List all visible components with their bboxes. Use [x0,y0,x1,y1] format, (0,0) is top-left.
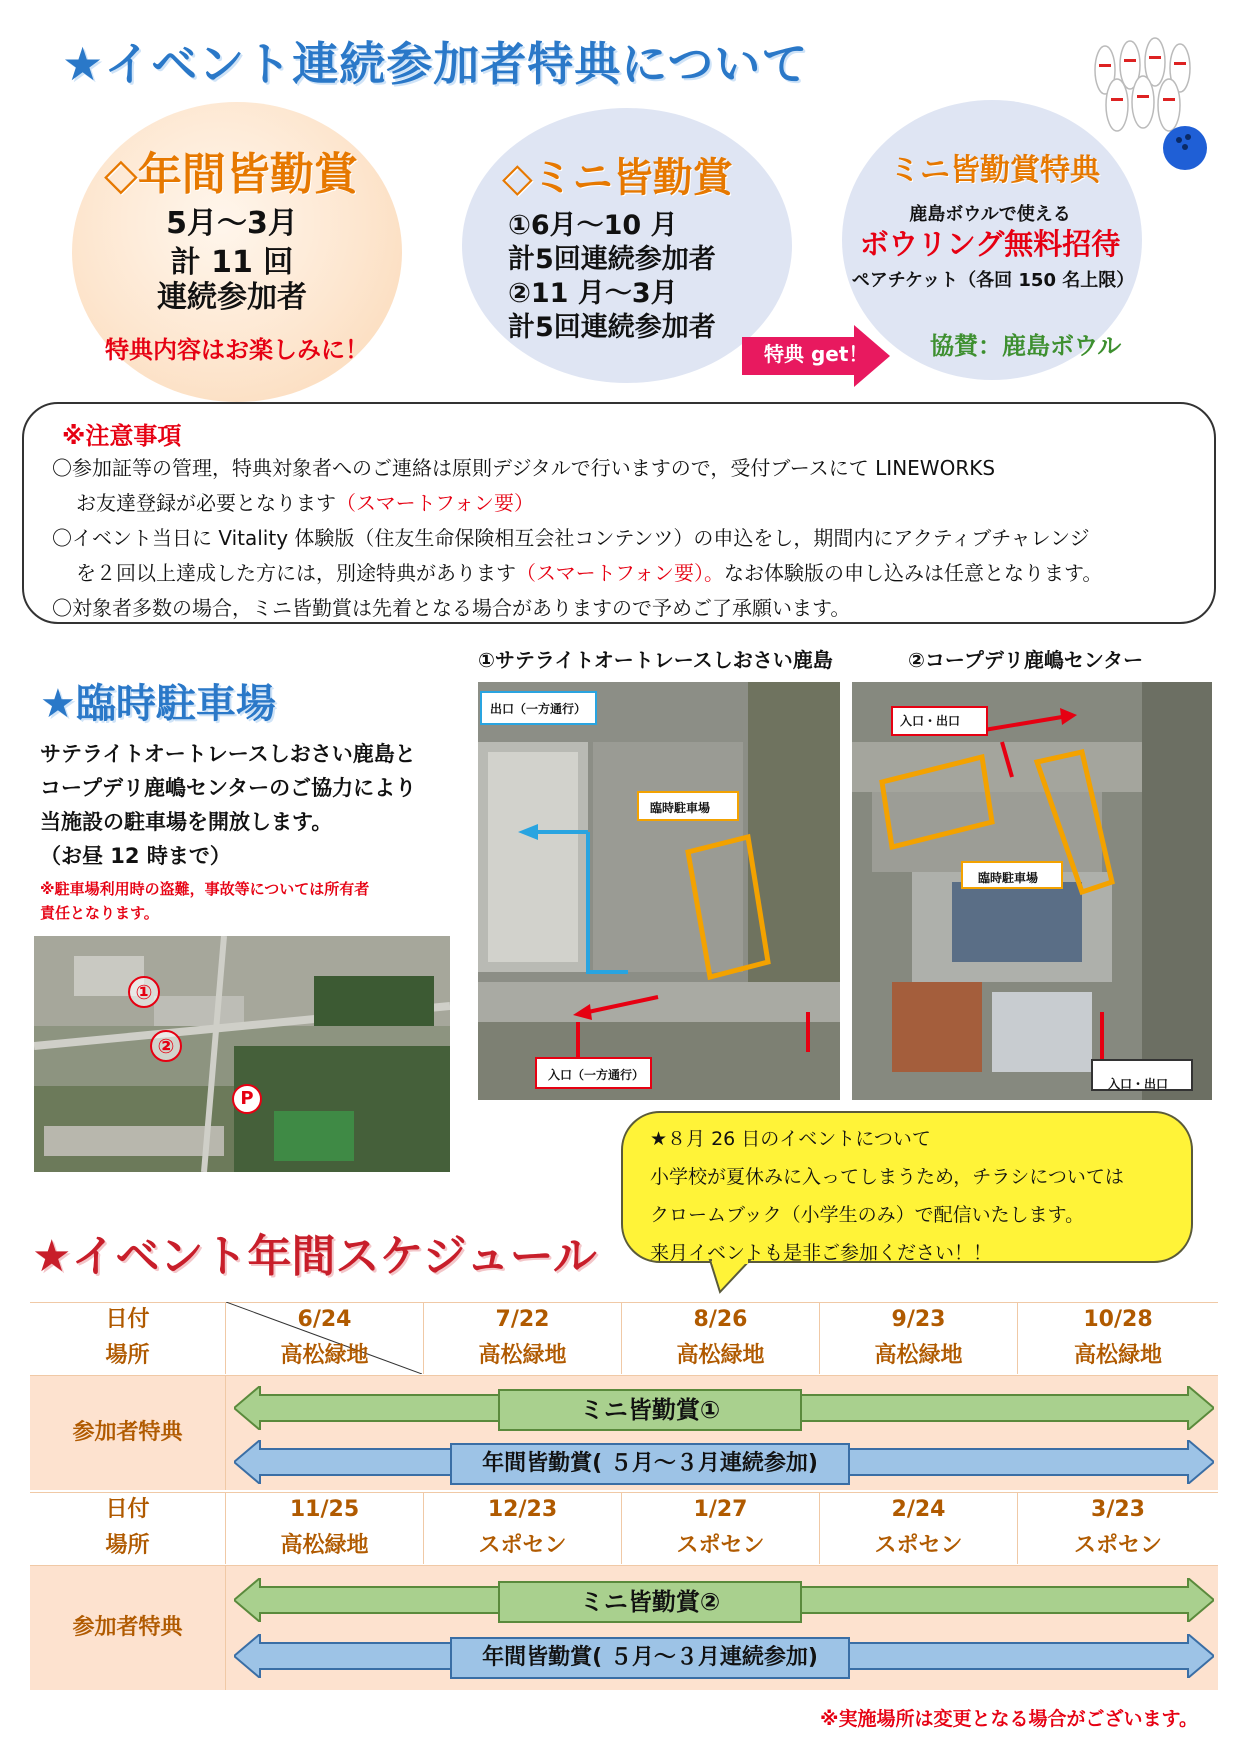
mini-perk-line3: ペアチケット（各回 150 名上限） [851,270,1135,291]
bubble-line3: クロームブック（小学生のみ）で配信いたします。 [650,1204,1085,1226]
event-date: 12/23 [487,1497,558,1522]
map-parking-icon: P [232,1084,262,1114]
lot2-entry-exit-top-label: 入口・出口 [900,714,961,728]
notice-box [22,402,1216,624]
schedule-cell [820,1492,1018,1564]
event-date: 10/28 [1083,1307,1153,1332]
mini-perk-heading: ミニ皆勤賞特典 [890,153,1100,188]
notice-line2-text: お友達登録が必要となります [76,491,336,515]
lot2-temp-label: 臨時駐車場 [978,871,1039,885]
map-marker-2: ② [150,1030,182,1062]
mini-award-period1: ①6月～10 月 [508,210,678,241]
notice-line4-text: を２回以上達成した方には，別途特典があります [76,561,516,585]
event-date: 8/26 [693,1307,748,1332]
lot1-entry-label: 入口（一方通行） [548,1068,645,1082]
notice-line4-tail: なお体験版の申し込みは任意となります。 [724,561,1103,585]
annual-award-label: 年間皆勤賞( ５月～３月連続参加) [450,1637,850,1679]
notice-heading: ※注意事項 [62,422,182,450]
schedule-cell [1018,1492,1218,1564]
parking-warning1: ※駐車場利用時の盗難，事故等については所有者 [40,880,370,898]
lot2-entry-exit-bottom-label: 入口・出口 [1108,1077,1169,1091]
parking-warning2: 責任となります。 [40,904,159,922]
event-place: スポセン [478,1533,567,1558]
schedule-table [30,1302,1218,1690]
place-label: 場所 [105,1533,150,1558]
event-place: スポセン [874,1533,963,1558]
mini-award-1-label: ミニ皆勤賞① [498,1389,802,1431]
schedule-cell [424,1302,622,1374]
event-place: 高松緑地 [676,1343,765,1368]
event-place: 高松緑地 [280,1343,369,1368]
schedule-cell [226,1492,424,1564]
lot2-aerial-photo [852,682,1212,1100]
schedule-cell [1018,1302,1218,1374]
perk-label: 参加者特典 [30,1566,226,1690]
schedule-cell [820,1302,1018,1374]
notice-line4 [76,557,1102,586]
annual-award-count: 計 11 回 [170,245,294,280]
mini-award-count2: 計5回連続参加者 [508,312,716,343]
place-label: 場所 [105,1343,150,1368]
mini-perk-sponsor: 協賛：鹿島ボウル [930,332,1122,360]
lot2-title: ②コープデリ鹿嶋センター [908,648,1144,672]
lot1-temp-label: 臨時駐車場 [650,801,711,815]
bubble-line4: 来月イベントも是非ご参加ください！！ [650,1242,993,1264]
schedule-cell [226,1302,424,1374]
bubble-line2: 小学校が夏休みに入ってしまうため，チラシについては [650,1166,1124,1188]
annual-award-target: 連続参加者 [157,280,307,315]
mini-perk-line2: ボウリング無料招待 [859,227,1121,261]
annual-award-period: 5月～3月 [166,206,298,241]
parking-heading: ★臨時駐車場 [40,681,276,727]
perk-arrow-label: 特典 get！ [764,342,869,366]
event-date: 7/22 [495,1307,550,1332]
schedule-cell [424,1492,622,1564]
schedule-row1-header [30,1302,226,1374]
schedule-cell [622,1492,820,1564]
notice-line4-smartphone: （スマートフォン要）。 [516,561,724,585]
event-place: スポセン [1073,1533,1162,1558]
notice-line3: 〇イベント当日に Vitality 体験版（住友生命保険相互会社コンテンツ）の申込をし，期間内にアクティブチャレンジ [52,526,1090,550]
event-place: 高松緑地 [280,1533,369,1558]
event-place: スポセン [676,1533,765,1558]
parking-text2: コープデリ鹿嶋センターのご協力により [40,776,417,800]
mini-award-heading: ◇ミニ皆勤賞 [502,155,733,201]
schedule-heading: ★イベント年間スケジュール [32,1231,597,1282]
notice-line5: 〇対象者多数の場合，ミニ皆勤賞は先着となる場合がありますので予めご了承願います。 [52,596,851,620]
schedule-footnote: ※実施場所は変更となる場合がございます。 [820,1708,1198,1730]
lot1-aerial-photo [478,682,840,1100]
event-date: 9/23 [891,1307,946,1332]
parking-text1: サテライトオートレースしおさい鹿島と [40,742,416,766]
annual-award-label: 年間皆勤賞( ５月～３月連続参加) [450,1443,850,1485]
event-place: 高松緑地 [478,1343,567,1368]
event-place: 高松緑地 [1073,1343,1162,1368]
notice-line2-smartphone: （スマートフォン要） [336,491,534,515]
notice-line1: 〇参加証等の管理，特典対象者へのご連絡は原則デジタルで行いますので，受付ブースにて LINEWORKS [52,456,996,480]
event-date: 3/23 [1091,1497,1145,1522]
parking-text3: 当施設の駐車場を開放します。 [40,810,333,834]
date-label: 日付 [105,1307,150,1332]
map-marker-1: ① [128,976,160,1008]
schedule-row2-header [30,1492,226,1564]
annual-award-heading: ◇年間皆勤賞 [104,149,358,200]
overview-aerial-map [34,936,450,1172]
mini-award-period2: ②11 月～3月 [508,278,678,309]
mini-award-2-label: ミニ皆勤賞② [498,1581,802,1623]
parking-text4: （お昼 12 時まで） [40,844,231,868]
event-date: 6/24 [297,1307,352,1332]
perk-label: 参加者特典 [30,1376,226,1490]
annual-award-note: 特典内容はお楽しみに！ [105,336,369,364]
date-label: 日付 [105,1497,150,1522]
event-date: 11/25 [289,1497,360,1522]
mini-perk-line1: 鹿島ボウルで使える [909,204,1071,225]
event-place: 高松緑地 [874,1343,963,1368]
lot1-title: ①サテライトオートレースしおさい鹿島 [478,648,833,672]
event-date: 2/24 [891,1497,946,1522]
schedule-cell [622,1302,820,1374]
lot1-exit-label: 出口（一方通行） [490,702,587,716]
page-title: ★イベント連続参加者特典について [62,37,809,91]
notice-line2 [76,487,534,516]
event-date: 1/27 [693,1497,748,1522]
mini-award-count1: 計5回連続参加者 [508,244,716,275]
bubble-line1: ★８月 26 日のイベントについて [650,1128,931,1150]
